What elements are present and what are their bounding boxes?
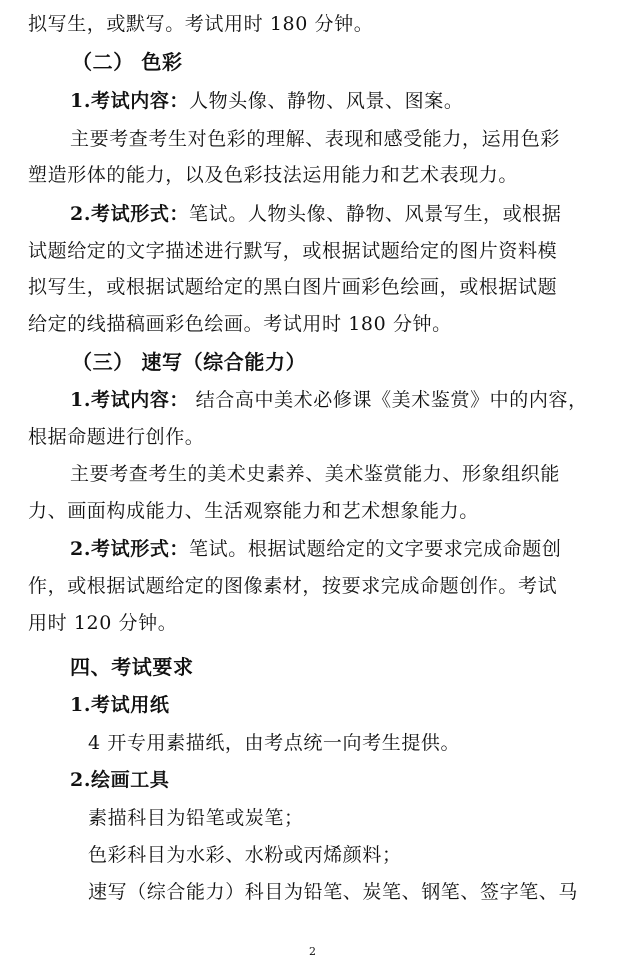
paragraph-line: 主要考查考生对色彩的理解、表现和感受能力，运用色彩 bbox=[70, 128, 561, 150]
paragraph-line: 2.考试形式：笔试。人物头像、静物、风景写生，或根据 bbox=[70, 203, 562, 225]
paragraph-line: 素描科目为铅笔或炭笔； bbox=[88, 807, 304, 829]
paragraph-line: 给定的线描稿画彩色绘画。考试用时 180 分钟。 bbox=[28, 313, 452, 335]
paragraph-line: 拟写生，或默写。考试用时 180 分钟。 bbox=[28, 13, 374, 35]
paragraph-line: 1.考试内容： 结合高中美术必修课《美术鉴赏》中的内容， bbox=[70, 389, 588, 411]
paragraph-line: 拟写生，或根据试题给定的黑白图片画彩色绘画，或根据试题 bbox=[28, 276, 558, 298]
paragraph-line: 试题给定的文字描述进行默写，或根据试题给定的图片资料模 bbox=[28, 240, 558, 262]
paragraph-line: 速写（综合能力）科目为铅笔、炭笔、钢笔、签字笔、马 bbox=[88, 881, 579, 903]
paragraph-line: 力、画面构成能力、生活观察能力和艺术想象能力。 bbox=[28, 500, 479, 522]
paragraph-line: 用时 120 分钟。 bbox=[28, 612, 178, 634]
subheading-tools: 2.绘画工具 bbox=[70, 769, 170, 791]
paragraph-line: 色彩科目为水彩、水粉或丙烯颜料； bbox=[88, 844, 402, 866]
subheading-paper: 1.考试用纸 bbox=[70, 694, 170, 716]
paragraph-line: 2.考试形式：笔试。根据试题给定的文字要求完成命题创 bbox=[70, 538, 562, 560]
paragraph-line: 作，或根据试题给定的图像素材，按要求完成命题创作。考试 bbox=[28, 575, 558, 597]
paragraph-line: 4 开专用素描纸，由考点统一向考生提供。 bbox=[88, 732, 461, 754]
page-number: 2 bbox=[309, 945, 316, 958]
paragraph-line: 主要考查考生的美术史素养、美术鉴赏能力、形象组织能 bbox=[70, 463, 561, 485]
section-heading-color: （二） 色彩 bbox=[72, 50, 183, 74]
paragraph-line: 1.考试内容：人物头像、静物、风景、图案。 bbox=[70, 90, 464, 112]
paragraph-line: 根据命题进行创作。 bbox=[28, 426, 205, 448]
paragraph-line: 塑造形体的能力，以及色彩技法运用能力和艺术表现力。 bbox=[28, 164, 519, 186]
section-heading-sketch: （三） 速写（综合能力） bbox=[72, 350, 307, 374]
section-heading-requirements: 四、考试要求 bbox=[70, 655, 194, 679]
